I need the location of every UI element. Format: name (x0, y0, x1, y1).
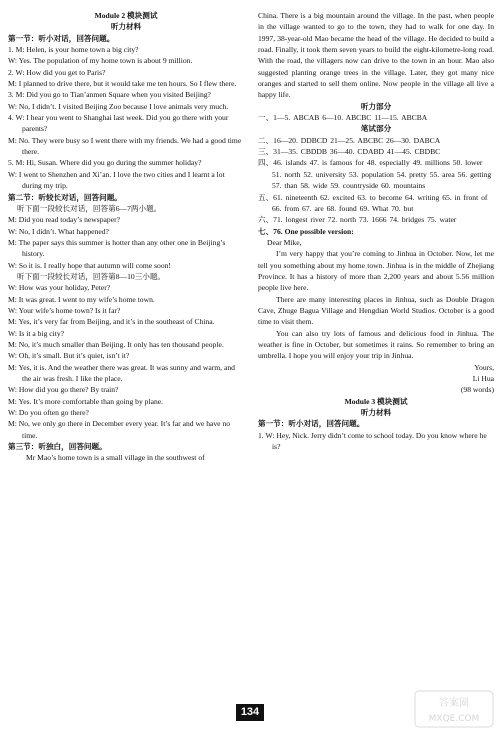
instruction: 听下面一段较长对话，回答第8—10三小题。 (17, 271, 166, 281)
dialogue-line: M: No, we only go there in December every year. It’s far and we have no time. (8, 419, 231, 440)
dialogue-line: M: No, it’s much smaller than Beijing. It only has ten thousand people. (8, 339, 224, 349)
listening-part-heading: 听力部分 (360, 101, 392, 111)
dialogue-line: W: Do you often go there? (8, 408, 89, 418)
section-heading: 第一节：听小对话，回答问题。 (258, 419, 365, 429)
dialogue-line: M: It was great. I went to my wife’s home town. (8, 294, 155, 304)
dialogue-line: W: No, I didn’t. I visited Beijing Zoo because I love animals very much. (8, 101, 229, 111)
dialogue-line: 3. M: Did you go to Tian’anmen Square when you visited Beijing? (8, 90, 211, 100)
letter-signature: Li Hua (472, 374, 494, 383)
dialogue-line: M: Did you read today’s newspaper? (8, 215, 120, 225)
page-number: 134 (236, 704, 264, 721)
answer-row: 二、16—20. DDBCD 21—25. ABCBC 26—30. DABCA (258, 135, 441, 145)
dialogue-line: 1. M: Helen, is your home town a big city? (8, 45, 139, 55)
word-count: (98 words) (460, 385, 494, 395)
written-part-heading: 笔试部分 (360, 124, 392, 134)
instruction: 听下面一段较长对话，回答第6—7两小题。 (17, 203, 162, 213)
dialogue-line: 4. W: I hear you went to Shanghai last week. Did you go there with your parents? (8, 113, 229, 134)
module-2-heading: Module 2 模块测试 (94, 11, 158, 20)
dialogue-line: M: No. They were busy so I went there with my friends. We had a good time there. (8, 135, 242, 157)
monologue-continuation: China. There is a big mountain around the village. In the past, when people in the village wanted to go to the town, they had to walk for one day. In 1997, 38-year-old Mao became the head of the village. He decided to build a road. Finally, it took them seven years to build the eight-kilometre-long road. With the road, the villagers now can drive to the town in an hour. Mao also suggested planting orange trees in the village. Later, they got many nice oranges and started to sell them online. Now people in the village all live a happy life. (258, 11, 494, 100)
dialogue-line: W: I went to Shenzhen and Xi’an. I love the two cities and I learnt a lot during my trip. (8, 169, 225, 191)
letter-closing: Yours, (474, 362, 494, 372)
letter-greeting: Dear Mike, (267, 237, 302, 247)
monologue-text: Mr Mao’s home town is a small village in the southwest of (26, 453, 205, 463)
listening-material-heading: 听力材料 (360, 408, 392, 418)
dialogue-line: M: Yes, it is. And the weather there was great. It was sunny and warm, and the air was fresh. I like the place. (8, 362, 235, 383)
dialogue-line: W: Oh, it’s small. But it’s quiet, isn’t it? (8, 351, 130, 361)
letter-paragraph: I’m very happy that you’re coming to Jinhua in October. Now, let me tell you something about my home town. Jinhua is in the middle of Zhejiang Province. It has a history of more than 2,200 years and about 5.56 million people live here. (258, 249, 494, 293)
dialogue-line: W: So it is. I really hope that autumn will come soon! (8, 260, 171, 270)
dialogue-line: W: How did you go there? By train? (8, 385, 119, 395)
section-heading: 第一节：听小对话，回答问题。 (8, 33, 115, 43)
right-column (258, 10, 494, 452)
section-heading: 第三节：听独白，回答问题。 (8, 442, 107, 452)
answer-row: 三、31—35. CBDDB 36—40. CDABD 41—45. CBDBC (258, 147, 441, 157)
answer-row: 六、71. longest river 72. north 73. 1666 74. bridges 75. water (258, 215, 457, 225)
dialogue-line: W: Is it a big city? (8, 328, 65, 338)
listening-material-heading: 听力材料 (110, 22, 142, 32)
dialogue-line: 2. W: How did you get to Paris? (8, 67, 106, 77)
dialogue-line: M: I planned to drive there, but it would take me ten hours. So I flew there. (8, 79, 237, 89)
dialogue-line: M: The paper says this summer is hotter than any other one in Beijing’s history. (8, 237, 226, 259)
dialogue-line: M: Yes. It’s more comfortable than going by plane. (8, 396, 164, 406)
answer-row: 四、46. islands 47. is famous for 48. especially 49. millions 50. lower 51. north 52. university 53. population 54. pretty 55. area 56. getting 57. than 58. wide 59. countryside 60. mountains (258, 158, 492, 191)
left-column (8, 10, 244, 464)
dialogue-line: 5. M: Hi, Susan. Where did you go during the summer holiday? (8, 158, 202, 168)
svg-text:MXQE.COM: MXQE.COM (428, 714, 480, 724)
answer-row: 五、61. nineteenth 62. excited 63. to become 64. writing 65. in front of 66. from 67. are 68. found 69. What 70. but (258, 192, 488, 213)
dialogue-line: W: Yes. The population of my home town is about 9 million. (8, 56, 193, 66)
dialogue-line: W: How was your holiday, Peter? (8, 283, 111, 293)
letter-paragraph: You can also try lots of famous and delicious food in Jinhua. The weather is fine in October, but sometimes it rains. So remember to bring an umbrella. I hope you will enjoy your trip in Jinhua. (258, 328, 494, 361)
watermark-logo-icon (414, 690, 494, 728)
letter-paragraph: There are many interesting places in Jinhua, such as Double Dragon Cave, Zhuge Bagua Village and Hengdian World Studios. October is a good time to visit them. (258, 294, 494, 327)
dialogue-line: 1. W: Hey, Nick. Jerry didn’t come to school today. Do you know where he is? (258, 430, 487, 452)
writing-heading: 七、76. One possible version: (258, 226, 354, 236)
dialogue-line: M: Yes, it’s very far from Beijing, and it’s in the southeast of China. (8, 317, 215, 327)
dialogue-line: W: Your wife’s home town? Is it far? (8, 305, 121, 315)
answer-row: 一、1—5. ABCAB 6—10. ABCBC 11—15. ABCBA (258, 113, 428, 123)
section-heading: 第二节：听较长对话，回答问题。 (8, 192, 122, 202)
svg-text:答案圈: 答案圈 (439, 698, 469, 709)
module-3-heading: Module 3 模块测试 (344, 396, 408, 406)
dialogue-line: W: No, I didn’t. What happened? (8, 226, 109, 236)
